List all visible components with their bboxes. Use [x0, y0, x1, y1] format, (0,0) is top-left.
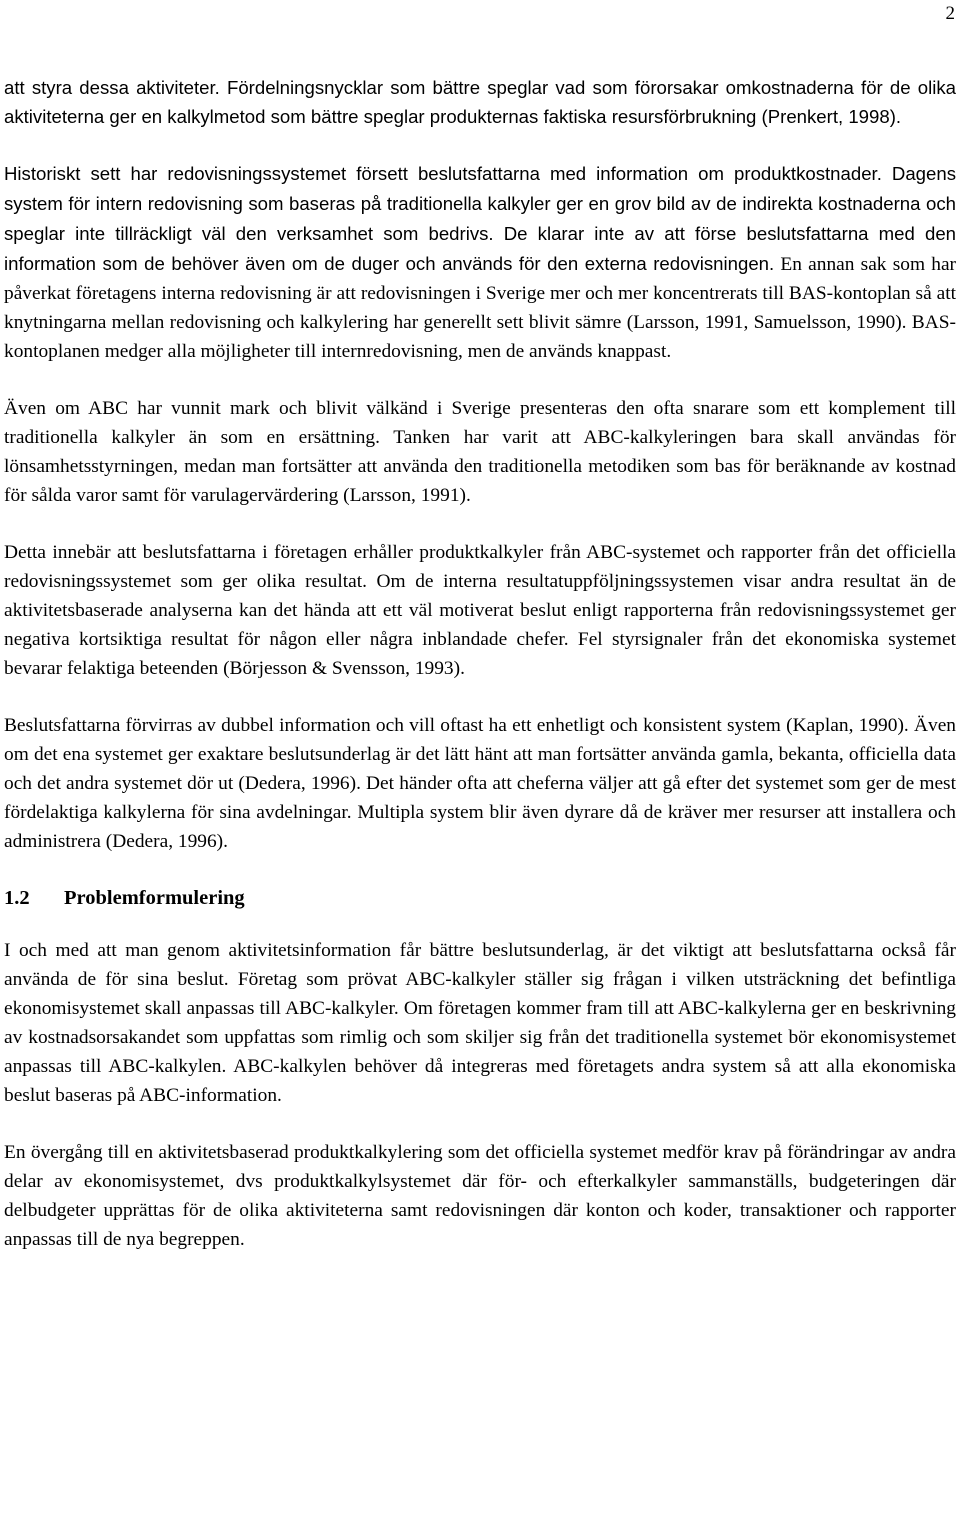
paragraph-transition: En övergång till en aktivitetsbaserad produktkalkylering som det officiella systemet medför krav på förändringar av andra delar av ekonomisystemet, dvs produktkalkylsystemet där för- och efterkalkyler sammanställs, budgeteringen där delbudgeter upprättas för de olika aktiviteterna samt redovisningen där konton och koder, transaktioner och rapporter anpassas till de nya begreppen. [4, 1142, 956, 1250]
page-content [4, 73, 956, 1282]
paragraph-historical-accounting-sans-part: Historiskt sett har redovisningssystemet försett beslutsfattarna med information om produktkostnader. Dagens system för intern redovisning som baseras på traditionella kalkyler ger en grov bild av de indirekta kostnaderna och speglar inte tillräckligt väl den verksamhet som bedrivs. De klarar inte av att förse beslutsfattarna med den information som de behöver även om de duger och används för den externa redovisningen. [4, 163, 956, 274]
paragraph-dual-results: Detta innebär att beslutsfattarna i företagen erhåller produktkalkyler från ABC-systemet och rapporter från det officiella redovisningssystemet som ger olika resultat. Om de interna resultatuppföljningssystemen visar andra resultat än de aktivitetsbaserade analyserna kan det hända att ett väl motiverat beslut enligt rapporterna från redovisningssystemet ger negativa kortsiktiga resultat för någon eller några inblandade chefer. Fel styrsignaler från det ekonomiska systemet bevarar felaktiga beteenden (Börjesson & Svensson, 1993). [4, 542, 956, 679]
paragraph-historical-accounting [4, 159, 956, 366]
paragraph-confusion: Beslutsfattarna förvirras av dubbel information och vill oftast ha ett enhetligt och konsistent system (Kaplan, 1990). Även om det ena systemet ger exaktare beslutsunderlag är det lätt hänt att man fortsätter använda gamla, bekanta, officiella data och det andra systemet dör ut (Dedera, 1996). Det händer ofta att cheferna väljer att gå efter det systemet som ger de mest fördelaktiga kalkylerna för sina avdelningar. Multipla system blir även dyrare då de kräver mer resurser att installera och administrera (Dedera, 1996). [4, 715, 956, 852]
paragraph-intro-continuation: att styra dessa aktiviteter. Fördelningsnycklar som bättre speglar vad som förorsakar omkostnaderna för de olika aktiviteterna ger en kalkylmetod som bättre speglar produkternas faktiska resursförbrukning (Prenkert, 1998). [4, 77, 956, 127]
section-number: 1.2 [4, 887, 30, 909]
paragraph-historical-accounting-serif-part: En annan sak som har påverkat företagens interna redovisning är att redovisningen i Sverige mer och mer koncentrerats till BAS-kontoplan så att knytningarna mellan redovisning och kalkylering har generellt sett blivit sämre (Larsson, 1991, Samuelsson, 1990). BAS-kontoplanen medger alla möjligheter till internredovisning, men de används knappast. [4, 254, 957, 362]
paragraph-problem-statement: I och med att man genom aktivitetsinformation får bättre beslutsunderlag, är det viktigt att beslutsfattarna också får använda de för sina beslut. Företag som prövat ABC-kalkyler ställer sig frågan i vilken utsträckning det befintliga ekonomisystemet skall anpassas till ABC-kalkyler. Om företagen kommer fram till att ABC-kalkylerna ger en beskrivning av kostnadsorsakandet som uppfattas som rimlig och som skiljer sig från det traditionella systemet bör ekonomisystemet anpassas till ABC-kalkylen. ABC-kalkylen behöver då integreras med företagets andra system så att alla ekonomiska beslut baseras på ABC-information. [4, 940, 956, 1106]
page-number: 2 [945, 3, 955, 24]
section-title: Problemformulering [64, 887, 245, 909]
section-heading [4, 884, 956, 913]
paragraph-abc-complement: Även om ABC har vunnit mark och blivit välkänd i Sverige presenteras den ofta snarare som ett komplement till traditionella kalkyler än som en ersättning. Tanken har varit att ABC-kalkyleringen bara skall användas för lönsamhetsstyrningen, medan man fortsätter att använda den traditionella metodiken som bas för beräknande av kostnad för sålda varor samt för varulagervärdering (Larsson, 1991). [4, 398, 956, 506]
